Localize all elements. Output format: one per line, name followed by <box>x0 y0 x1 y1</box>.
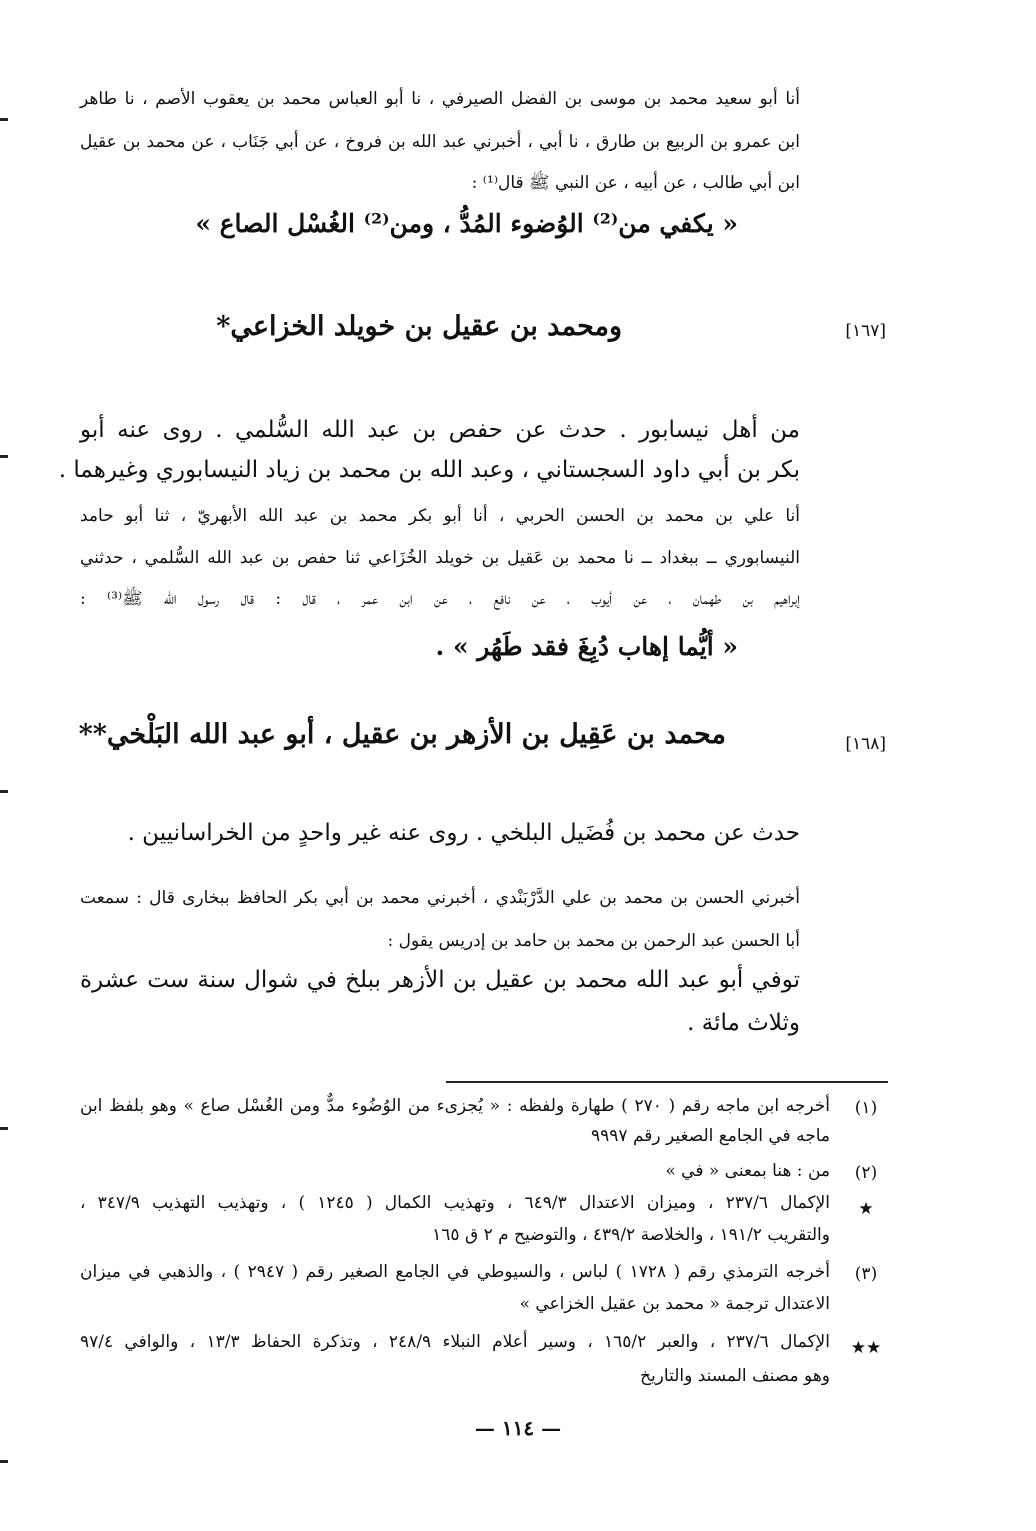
isnad-line: ابن عمرو بن الربيع بن طارق ، نا أبي ، أخبرني عبد الله بن فروخ ، عن أبي جَنَاب ، عن محمد بن عقيل <box>80 132 800 152</box>
entry-number: [١٦٨] <box>845 734 886 754</box>
hadith-text: « أيُّما إهاب دُبِغَ فقد طَهُر » . <box>435 632 738 661</box>
isnad-line: إبراهيم بن طهمان ، عن أيوب ، عن نافع ، عن ابن عمر ، قال : قال رسول الله ﷺ⁽³⁾ : <box>80 589 801 609</box>
isnad-line: أنا أبو سعيد محمد بن موسى بن الفضل الصيرفي ، نا أبو العباس محمد بن يعقوب الأصم ، نا طاهر <box>80 89 800 109</box>
biography-line: بكر بن أبي داود السجستاني ، وعبد الله بن محمد بن زياد النيسابوري وغيرهما . <box>58 457 800 483</box>
margin-mark <box>0 1460 8 1463</box>
margin-mark <box>0 118 8 121</box>
footnote-line: والتقريب ١٩١/٢ ، والخلاصة ٤٣٩/٢ ، والتوضيح م ٢ ق ١٦٥ <box>432 1225 830 1245</box>
hadith-text: « يكفي من⁽²⁾ الوُضوء المُدُّ ، ومن⁽²⁾ الغُسْل الصاع » <box>195 209 738 238</box>
closing-line: وثلاث مائة . <box>687 1010 800 1036</box>
biography-line: حدث عن محمد بن فُضَيل البلخي . روى عنه غير واحدٍ من الخراسانيين . <box>127 820 800 846</box>
footnote-line: أخرجه الترمذي رقم ( ١٧٢٨ ) لباس ، والسيوطي في الجامع الصغير رقم ( ٢٩٤٧ ) ، والذهبي في ميزان <box>80 1262 830 1282</box>
footnote-line: الاعتدال ترجمة « محمد بن عقيل الخزاعي » <box>519 1294 830 1314</box>
footnote-marker: (٢) <box>854 1163 878 1183</box>
closing-line: توفي أبو عبد الله محمد بن عقيل بن الأزهر ببلخ في شوال سنة ست عشرة <box>80 967 800 993</box>
margin-mark <box>0 1127 8 1130</box>
isnad-line: أنا علي بن محمد بن الحسن الحربي ، أنا أبو بكر محمد بن عبد الله الأبهريّ ، ثنا أبو حامد <box>80 506 800 526</box>
isnad-line: ابن أبي طالب ، عن أبيه ، عن النبي ﷺ قال⁽¹⁾ : <box>471 173 800 193</box>
margin-mark <box>0 790 8 793</box>
footnote-marker: ★★ <box>850 1338 882 1358</box>
entry-heading: محمد بن عَقِيل بن الأزهر بن عقيل ، أبو عبد الله البَلْخي** <box>78 719 726 750</box>
page-number: — ١١٤ — <box>474 1416 562 1440</box>
footnote-marker: ★ <box>858 1199 874 1219</box>
footnote-marker: (١) <box>854 1098 878 1118</box>
footnote-line: من : هنا بمعنى « في » <box>665 1161 830 1181</box>
footnote-line: أخرجه ابن ماجه رقم ( ٢٧٠ ) طهارة ولفظه : « يُجزىء من الوُضُوء مدٌّ ومن الغُسْل صاع » وهو بلفظ ابن <box>80 1096 830 1116</box>
entry-number: [١٦٧] <box>845 321 886 341</box>
footnote-line: ماجه في الجامع الصغير رقم ٩٩٩٧ <box>591 1126 830 1146</box>
biography-line: من أهل نيسابور . حدث عن حفص بن عبد الله السُّلمي . روى عنه أبو <box>80 417 800 443</box>
footnote-marker: (٣) <box>854 1264 878 1284</box>
isnad-line: أخبرني الحسن بن محمد بن علي الدَّرْبَنْدي ، أخبرني محمد بن أبي بكر الحافظ ببخارى قال : سمعت <box>80 888 800 908</box>
margin-mark <box>0 455 8 458</box>
isnad-line: أبا الحسن عبد الرحمن بن محمد بن حامد بن إدريس يقول : <box>387 931 800 951</box>
entry-heading: ومحمد بن عقيل بن خويلد الخزاعي* <box>216 311 622 342</box>
footnote-divider <box>446 1081 888 1083</box>
footnote-line: الإكمال ٢٣٧/٦ ، وميزان الاعتدال ٦٤٩/٣ ، وتهذيب الكمال ( ١٢٤٥ ) ، وتهذيب التهذيب ٣٤٧/٩ ، <box>80 1193 831 1213</box>
isnad-line: النيسابوري ــ ببغداد ــ نا محمد بن عَقيل بن خويلد الخُزَاعي ثنا حفص بن عبد الله السُّلمي ، حدثني <box>80 548 800 568</box>
footnote-line: وهو مصنف المسند والتاريخ <box>639 1366 830 1386</box>
footnote-line: الإكمال ٢٣٧/٦ ، والعبر ١٦٥/٢ ، وسير أعلام النبلاء ٢٤٨/٩ ، وتذكرة الحفاظ ١٣/٣ ، والوافي ٩٧/٤ <box>80 1332 830 1352</box>
